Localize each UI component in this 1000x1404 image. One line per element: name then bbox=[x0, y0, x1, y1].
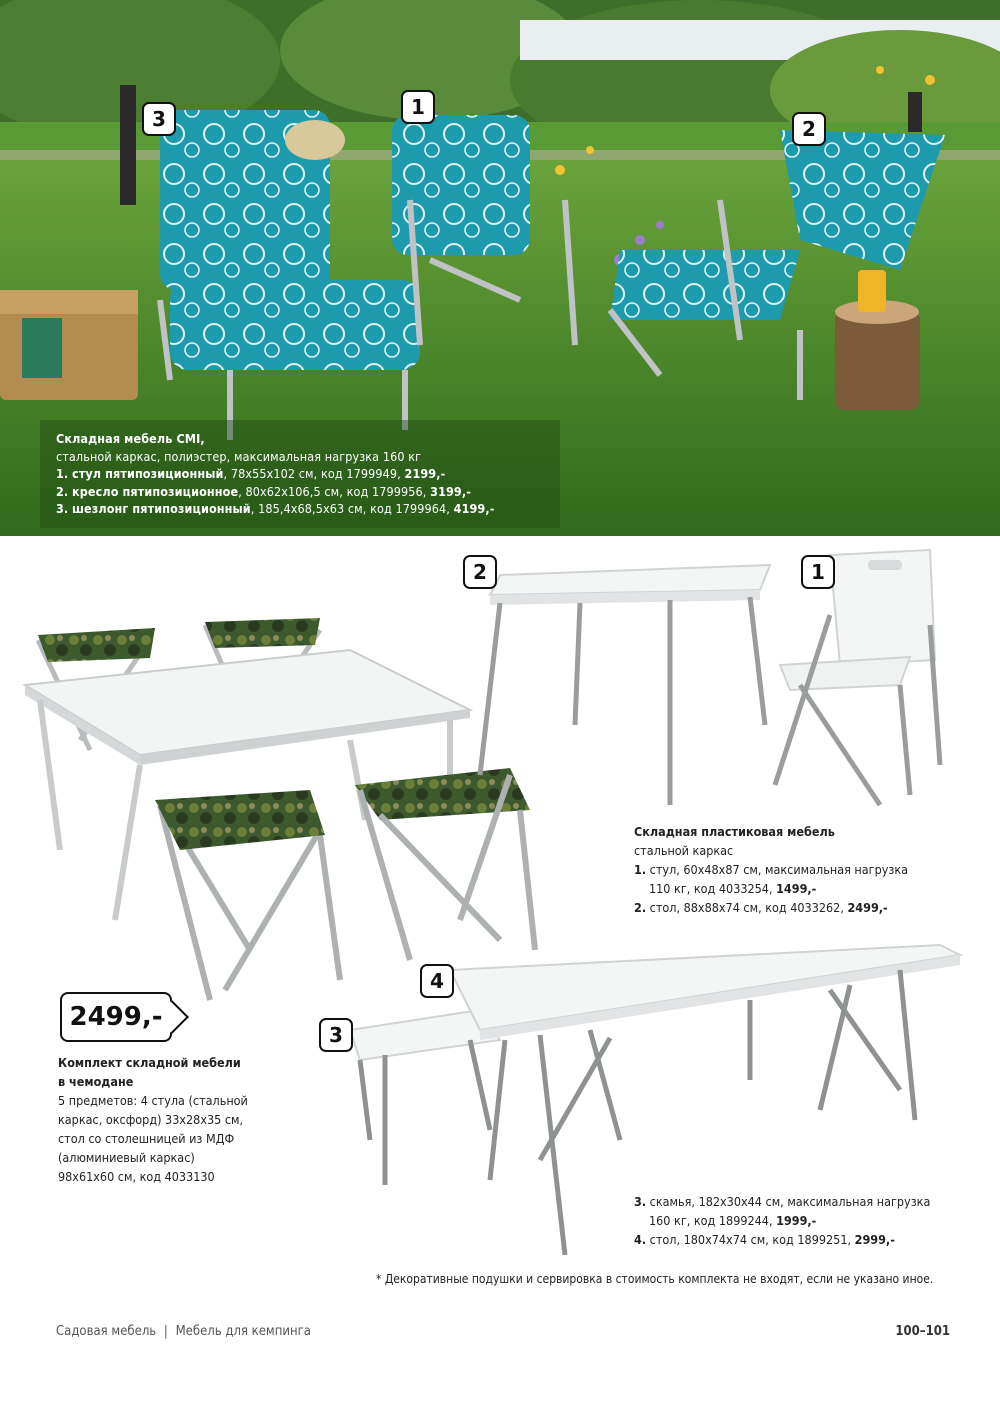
bench-set-item: 3. скамья, 182x30x44 см, максимальная нагрузка bbox=[634, 1194, 931, 1209]
badge-chair: 1 bbox=[401, 90, 435, 124]
badge-plastic-table: 2 bbox=[463, 555, 497, 589]
badge-lounger: 3 bbox=[142, 102, 176, 136]
hero-caption-item: 2. кресло пятипозиционное, 80x62x106,5 см, код 1799956, 3199,- bbox=[56, 483, 471, 499]
footer-separator: | bbox=[163, 1324, 168, 1339]
footer-section-path bbox=[56, 1324, 311, 1339]
camping-set-title: Комплект складной мебели bbox=[58, 1055, 241, 1070]
plastic-set-item-continued: 110 кг, код 4033254, 1499,- bbox=[649, 881, 817, 896]
plastic-set-description bbox=[634, 822, 908, 917]
plastic-set-item: 2. стол, 88x88x74 см, код 4033262, 2499,- bbox=[634, 900, 888, 915]
page-numbers: 100–101 bbox=[895, 1324, 950, 1339]
hero-caption-title: Складная мебель CMI, bbox=[56, 431, 205, 446]
badge-recliner: 2 bbox=[792, 112, 826, 146]
hero-caption-item: 3. шезлонг пятипозиционный, 185,4x68,5x63 см, код 1799964, 4199,- bbox=[56, 501, 495, 516]
badge-long-table: 4 bbox=[420, 964, 454, 998]
plastic-set-subtitle: стальной каркас bbox=[634, 843, 734, 858]
badge-plastic-chair: 1 bbox=[801, 555, 835, 589]
camping-set-price: 2499,- bbox=[69, 1002, 163, 1032]
disclaimer-note: * Декоративные подушки и сервировка в стоимость комплекта не входят, если не указано иное. bbox=[376, 1272, 934, 1286]
footer-subsection: Мебель для кемпинга bbox=[175, 1324, 311, 1339]
camping-set-line: каркас, оксфорд) 33x28x35 см, bbox=[58, 1112, 244, 1127]
footer-section: Садовая мебель bbox=[56, 1324, 157, 1339]
camping-set-line: (алюминиевый каркас) bbox=[58, 1150, 195, 1165]
bench-set-description bbox=[634, 1192, 930, 1249]
plastic-set-title: Складная пластиковая мебель bbox=[634, 824, 835, 839]
plastic-set-item: 1. стул, 60x48x87 см, максимальная нагрузка bbox=[634, 862, 909, 877]
hero-caption bbox=[56, 430, 495, 518]
camping-set-line: 5 предметов: 4 стула (стальной bbox=[58, 1093, 248, 1108]
camping-set-line: стол со столешницей из МДФ bbox=[58, 1131, 235, 1146]
bench-set-item: 4. стол, 180x74x74 см, код 1899251, 2999,- bbox=[634, 1232, 895, 1247]
camping-set-title: в чемодане bbox=[58, 1074, 134, 1089]
hero-caption-item: 1. стул пятипозиционный, 78x55x102 см, код 1799949, 2199,- bbox=[56, 466, 446, 481]
camping-set-line: 98x61x60 см, код 4033130 bbox=[58, 1169, 215, 1184]
plastic-set-image bbox=[470, 545, 950, 815]
bench-set-item-continued: 160 кг, код 1899244, 1999,- bbox=[649, 1213, 817, 1228]
hero-caption-subtitle: стальной каркас, полиэстер, максимальная нагрузка 160 кг bbox=[56, 448, 422, 464]
camping-set-description bbox=[58, 1053, 248, 1186]
camping-set-price-tag bbox=[60, 992, 172, 1042]
badge-bench: 3 bbox=[319, 1018, 353, 1052]
